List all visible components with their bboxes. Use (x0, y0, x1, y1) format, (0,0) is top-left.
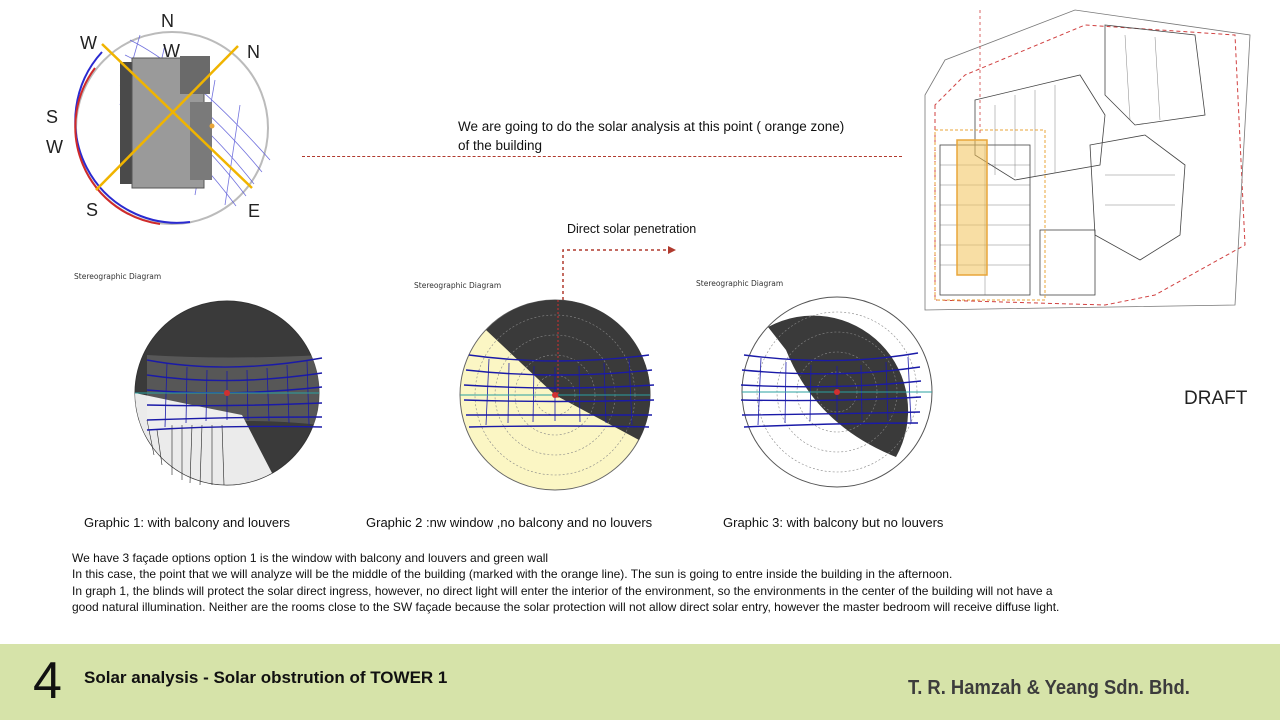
stereo-diagram-2 (414, 275, 694, 515)
compass-label-sw-s: S (46, 107, 59, 127)
analysis-callout: We are going to do the solar analysis at this point ( orange zone) of the building (458, 119, 845, 153)
company-name: T. R. Hamzah & Yeang Sdn. Bhd. (908, 677, 1190, 699)
connector-dashed-line (302, 156, 902, 157)
caption-graphic-1: Graphic 1: with balcony and louvers (84, 515, 290, 530)
orientation-compass (40, 10, 290, 235)
stereo-1-plot (72, 265, 352, 505)
stereo-2-heading: Stereographic Diagram (414, 281, 502, 290)
compass-label-nw-w: W (80, 33, 97, 53)
penetration-label: Direct solar penetration (567, 222, 697, 236)
compass-label-s: S (86, 200, 99, 220)
slide-title: Solar analysis - Solar obstrution of TOWER 1 (84, 668, 448, 687)
stereo-diagram-1 (72, 265, 352, 505)
compass-label-sw-w: W (46, 137, 63, 157)
description-line-3: In graph 1, the blinds will protect the solar direct ingress, however, no direct light will enter the interior of the environment, so the environments in the center of the building will not have a (72, 583, 1053, 598)
caption-graphic-3: Graphic 3: with balcony but no louvers (723, 515, 944, 530)
slide-number: 4 (33, 652, 62, 710)
description-line-2: In this case, the point that we will analyze will be the middle of the building (marked with the orange line). The sun is going to entre inside the building in the afternoon. (72, 567, 953, 582)
analysis-description (72, 550, 1252, 616)
stereo-2-plot (414, 275, 694, 505)
compass-label-e: E (248, 201, 261, 221)
description-line-1: We have 3 façade options option 1 is the window with balcony and louvers and green wall (72, 551, 549, 565)
stereo-1-heading: Stereographic Diagram (74, 272, 162, 281)
draft-label: DRAFT (1184, 388, 1248, 409)
compass-label-nw-w2: W (163, 41, 180, 61)
stereo-3-heading: Stereographic Diagram (696, 279, 784, 288)
stereo-diagram-3 (696, 275, 976, 515)
stereo-3-plot (696, 275, 976, 505)
caption-graphic-2: Graphic 2 :nw window ,no balcony and no louvers (366, 515, 653, 530)
compass-label-n: N (161, 11, 174, 31)
compass-label-ne-n: N (247, 42, 260, 62)
description-line-4: good natural illumination. Neither are the rooms close to the SW façade because the solar protection will not allow direct solar entry, however the master bedroom will receive diffuse light. (72, 600, 1060, 615)
